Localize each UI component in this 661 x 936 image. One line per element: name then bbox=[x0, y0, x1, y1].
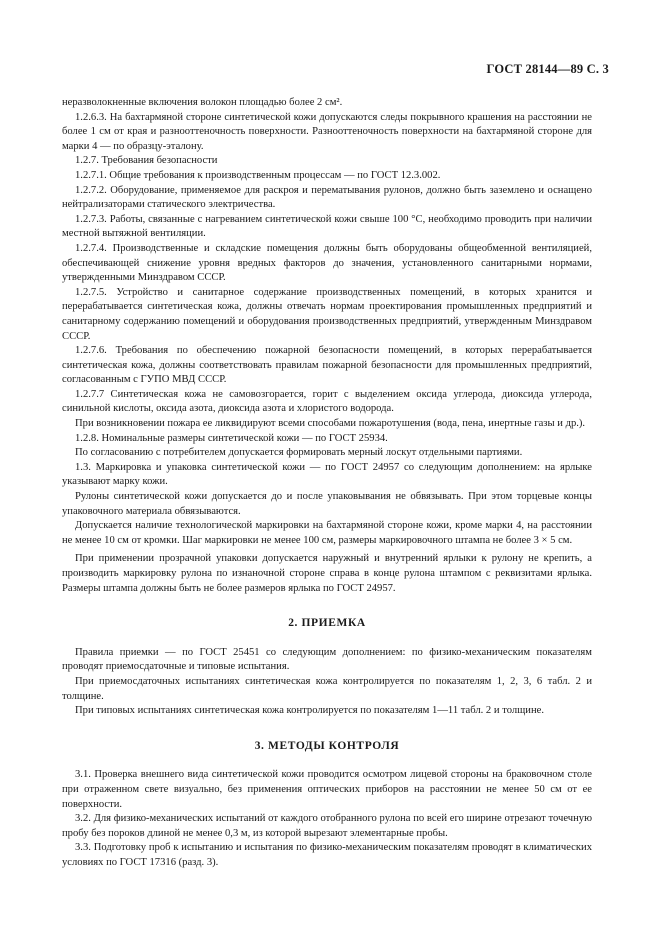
paragraph: Правила приемки — по ГОСТ 25451 со следующим дополнением: по физико-механическим показателям проводят приемосдаточные и типовые испытания. bbox=[62, 646, 592, 673]
paragraph: 1.2.7.7 Синтетическая кожа не самовозгорается, горит с выделением оксида углерода, диоксида углерода, синильной кислоты, оксида азота, диоксида азота и хлористого водорода. bbox=[62, 388, 592, 415]
paragraph: 1.2.7.1. Общие требования к производственным процессам — по ГОСТ 12.3.002. bbox=[75, 169, 441, 181]
paragraph: 1.3. Маркировка и упаковка синтетической кожи — по ГОСТ 24957 со следующим дополнением: на ярлыке указывают марку кожи. bbox=[62, 461, 592, 488]
paragraph: 3.2. Для физико-механических испытаний от каждого отобранного рулона по всей его ширине отрезают точечную пробу без пороков длиной не менее 0,3 м, из которой вырезают элементарные пробы. bbox=[62, 813, 592, 839]
document-body bbox=[62, 96, 592, 871]
paragraph: 1.2.7.5. Устройство и санитарное содержание производственных помещений, в которых хранится и перерабатывается синтетическая кожа, должны отвечать нормам проектирования промышленных предприятий и санитарному содержанию помещений и оборудования производственных предприятий, утвержденным Минздравом СССР. bbox=[62, 286, 592, 342]
paragraph: Рулоны синтетической кожи допускается до и после упаковывания не обвязывать. При этом торцевые концы упаковочного материала обвязываются. bbox=[62, 491, 592, 517]
paragraph: 1.2.7.2. Оборудование, применяемое для раскроя и перематывания рулонов, должно быть заземлено и оснащено нейтрализаторами статического электричества. bbox=[62, 184, 592, 211]
subsection-heading: 1.2.7. Требования безопасности bbox=[75, 155, 218, 167]
paragraph: При типовых испытаниях синтетическая кожа контролируется по показателям 1—11 табл. 2 и толщине. bbox=[75, 705, 544, 717]
paragraph: При применении прозрачной упаковки допускается наружный и внутренний ярлыки к рулону не крепить, а производить маркировку рулона по изнаночной стороне справа в конце рулона штампом с реквизитами ярлыка. Размеры штампа должны быть не более размеров ярлыка по ГОСТ 24957. bbox=[62, 553, 592, 594]
paragraph: По согласованию с потребителем допускается формировать мерный лоскут отдельными партиями. bbox=[75, 447, 523, 459]
page-header: ГОСТ 28144—89 С. 3 bbox=[486, 62, 609, 76]
paragraph: 1.2.7.4. Производственные и складские помещения должны быть оборудованы общеобменной вентиляцией, обеспечивающей снижение уровня вредных факторов до значения, установленного санитарными нормами, утвержденными Минздравом СССР. bbox=[62, 242, 592, 284]
paragraph: 1.2.7.6. Требования по обеспечению пожарной безопасности помещений, в которых перерабатывается синтетическая кожа, должны соответствовать правилам пожарной безопасности для промышленных предприятий, согласованным с ГУПО МВД СССР. bbox=[62, 345, 592, 386]
paragraph: 1.2.6.3. На бахтармяной стороне синтетической кожи допускаются следы покрывного крашения на расстоянии не более 1 см от края и разнооттеночность поверхности. Разнооттеночность поверхности на бахтармяной стороне для марки 4 — по образцу-эталону. bbox=[62, 111, 592, 152]
paragraph: 3.3. Подготовку проб к испытанию и испытания по физико-механическим показателям проводят в климатических условиях по ГОСТ 17316 (разд. 3). bbox=[62, 842, 592, 868]
paragraph: При возникновении пожара ее ликвидируют всеми способами пожаротушения (вода, пена, инертные газы и др.). bbox=[75, 418, 586, 430]
section-heading-methods: 3. МЕТОДЫ КОНТРОЛЯ bbox=[254, 739, 400, 752]
section-heading-acceptance: 2. ПРИЕМКА bbox=[288, 617, 366, 630]
paragraph: Допускается наличие технологической маркировки на бахтармяной стороне кожи, кроме марки 4, на расстоянии не менее 10 см от кромки. Шаг маркировки не менее 100 см, размеры маркировочного штампа не более 3 × 5 см. bbox=[62, 520, 592, 546]
paragraph: 1.2.8. Номинальные размеры синтетической кожи — по ГОСТ 25934. bbox=[75, 432, 388, 444]
paragraph: При приемосдаточных испытаниях синтетическая кожа контролируется по показателям 1, 2, 3, 6 табл. 2 и толщине. bbox=[62, 675, 592, 702]
paragraph: неразволокненные включения волокон площадью более 2 см². bbox=[62, 97, 343, 108]
paragraph: 1.2.7.3. Работы, связанные с нагреванием синтетической кожи свыше 100 °С, необходимо проводить при наличии местной вытяжной вентиляции. bbox=[62, 213, 592, 240]
paragraph: 3.1. Проверка внешнего вида синтетической кожи проводится осмотром лицевой стороны на браковочном столе при отраженном свете визуально, без применения оптических приборов на расстоянии не менее 50 см от ее поверхности. bbox=[62, 769, 592, 810]
